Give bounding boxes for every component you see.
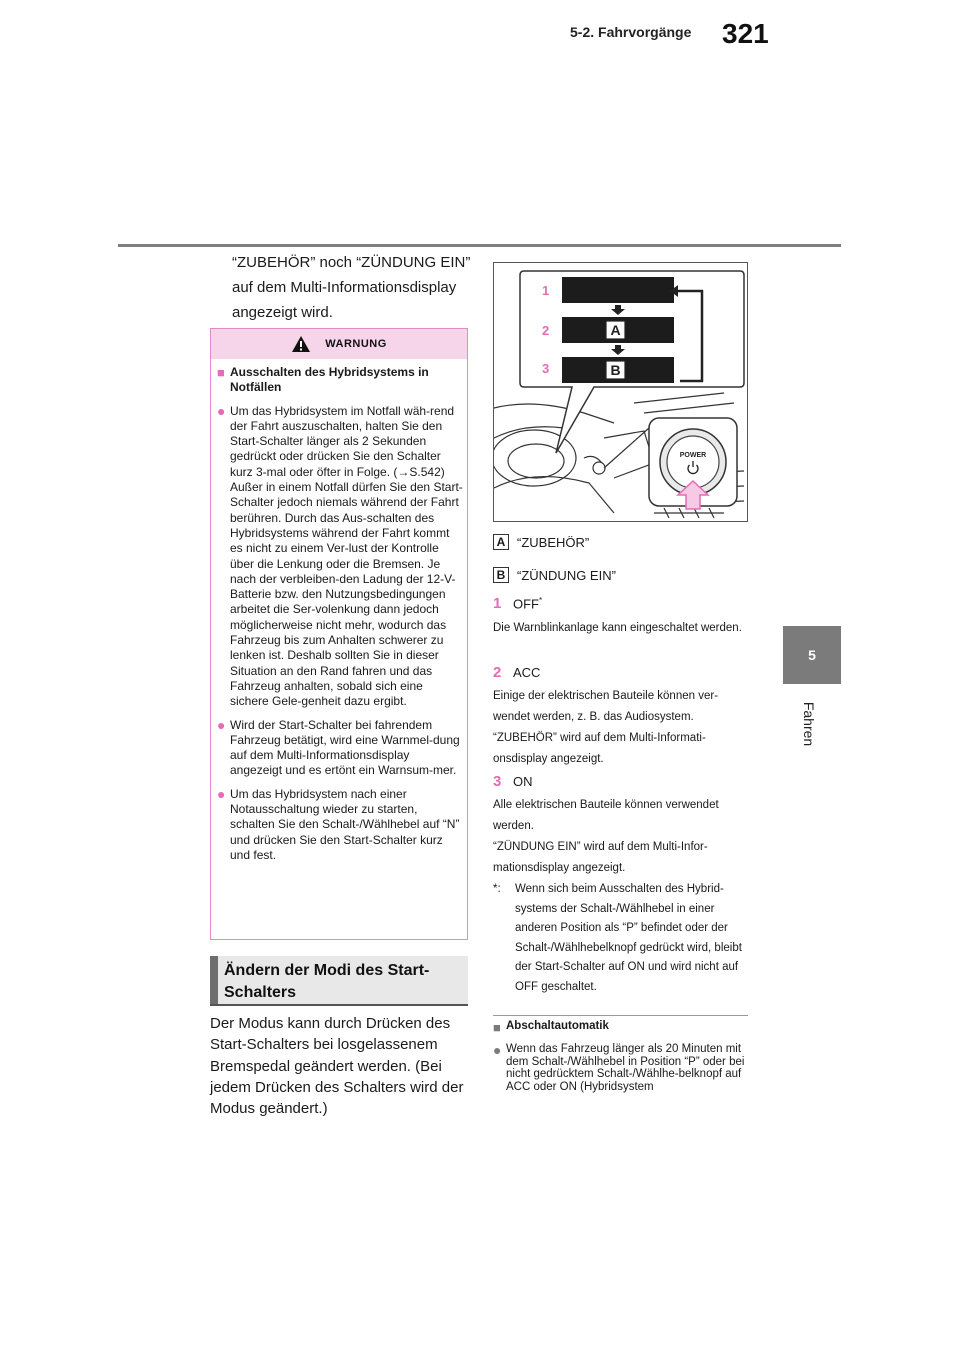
warning-item: ● Wird der Start-Schalter bei fahrendem Fahrzeug betätigt, wird eine Warnmel-dung auf dem Multi-Informationsdisplay angezeigt und es ertönt ein Warnsum-mer. [217, 716, 460, 778]
legend-key-a: A [493, 534, 509, 550]
mode-label: ACC [513, 665, 541, 680]
step-2-label: 2 [542, 323, 550, 338]
mode-on [493, 773, 533, 790]
mode-bar-off [562, 277, 674, 303]
mode-label: OFF* [513, 595, 543, 611]
warning-box [210, 328, 468, 940]
legend-text-b: “ZÜNDUNG EIN” [517, 567, 616, 583]
mode-number: 3 [493, 773, 502, 790]
footnote-mark: *: [493, 883, 501, 895]
bullet-icon: ● [217, 402, 226, 419]
auto-off-heading: ■ Abschaltautomatik [493, 1020, 609, 1035]
step-1-label: 1 [542, 283, 550, 298]
legend-item-a [493, 531, 589, 553]
bullet-icon: ● [493, 1042, 502, 1058]
mode-description: Einige der elektrischen Bauteile können ver-wendet werden, z. B. das Audiosystem. [493, 690, 719, 723]
subheading-rule [210, 1004, 468, 1006]
section-title: 5-2. Fahrvorgänge [570, 24, 692, 40]
mode-description: Die Warnblinkanlage kann eingeschaltet werden. [493, 622, 742, 634]
step-3-label: 3 [542, 361, 550, 376]
legend-item-b [493, 564, 616, 586]
section-subheading: Ändern der Modi des Start-Schalters [210, 956, 468, 1006]
warning-title: WARNUNG [325, 338, 387, 350]
bullet-icon: ● [217, 716, 226, 733]
square-bullet-icon: ■ [493, 1020, 501, 1035]
header-rule [118, 244, 841, 247]
chapter-tab [783, 626, 841, 684]
footnote-rule [493, 1015, 748, 1016]
warning-heading: ■ Ausschalten des Hybridsystems in Notfällen [217, 365, 429, 395]
auto-off-item: ● Wenn das Fahrzeug länger als 20 Minuten mit dem Schalt-/Wählhebel in Position “P” oder bei nicht gedrücktem Schalt-/Wählhe-belknopf auf ACC oder ON (Hybridsystem [493, 1042, 745, 1094]
mode-description: Alle elektrischen Bauteile können verwendet werden. [493, 799, 719, 832]
mode-number: 2 [493, 664, 502, 681]
footnote-text: Wenn sich beim Ausschalten des Hybrid-systems der Schalt-/Wählhebel in einer anderen Position als “P” befindet oder der Schalt-/Wählhebelknopf gedrückt wird, bleibt der Start-Schalter auf ON und wird nicht auf OFF geschaltet. [515, 883, 742, 993]
mode-off [493, 595, 542, 612]
warning-item: ● Um das Hybridsystem nach einer Notausschaltung wieder zu starten, schalten Sie den Schalt-/Wählhebel auf “N” und drücken Sie den Start-Schalter kurz und fest. [217, 785, 460, 862]
legend-key-b: B [493, 567, 509, 583]
warning-triangle-icon [291, 335, 311, 353]
mode-description: “ZUBEHÖR” wird auf dem Multi-Informati-onsdisplay angezeigt. [493, 732, 706, 765]
key-a-label: A [610, 322, 621, 338]
key-b-label: B [610, 362, 621, 378]
power-button-label: POWER [679, 452, 707, 459]
subheading-bar [210, 956, 218, 1006]
mode-description: “ZÜNDUNG EIN” wird auf dem Multi-Infor-mationsdisplay angezeigt. [493, 841, 708, 874]
intro-text: “ZUBEHÖR” noch “ZÜNDUNG EIN” auf dem Multi-Informationsdisplay angezeigt wird. [232, 254, 471, 321]
warning-body [217, 365, 463, 871]
page-number: 321 [722, 18, 769, 49]
mode-label: ON [513, 774, 533, 789]
square-bullet-icon: ■ [217, 365, 225, 380]
chapter-label: Fahren [801, 701, 817, 747]
warning-item: ● Um das Hybridsystem im Notfall wäh-rend der Fahrt auszuschalten, halten Sie den Start-Schalter länger als 2 Sekunden gedrückt oder drücken Sie den Schalter kurz 3-mal oder öfter in Folge. (→S.542) Außer in einem Notfall dürfen Sie den Start-Schalter jedoch niemals während der Fahrt berühren. Durch das Aus-schalten des Hybridsystems während der Fahrt kommt es nicht zu einem Ver-lust der Kontrolle über die Lenkung oder die Bremsen. Je nach der verbleiben-den Ladung der 12-V-Batterie bzw. den Nutzungsbedingungen arbeitet die Ser-volenkung dann jedoch möglicherweise nicht mehr, wodurch das Fahrzeug bis zum Anhalten schwerer zu lenken ist. Deshalb sollten Sie in dieser Situation an den Rand fahren und das Fahrzeug anhalten, sobald sich eine sichere Gele-genheit dazu ergibt. [217, 402, 463, 709]
footnote [493, 880, 751, 997]
dashboard-illustration [494, 263, 748, 522]
power-switch-figure [493, 262, 748, 522]
body-paragraph: Der Modus kann durch Drücken des Start-Schalters bei losgelassenem Bremspedal geändert werden. (Bei jedem Drücken des Schalters wird der Modus geändert.) [210, 1015, 464, 1118]
mode-number: 1 [493, 595, 502, 612]
chapter-number: 5 [808, 647, 816, 663]
warning-header [211, 329, 467, 359]
bullet-icon: ● [217, 785, 226, 802]
legend-text-a: “ZUBEHÖR” [517, 534, 590, 550]
mode-acc [493, 664, 540, 681]
